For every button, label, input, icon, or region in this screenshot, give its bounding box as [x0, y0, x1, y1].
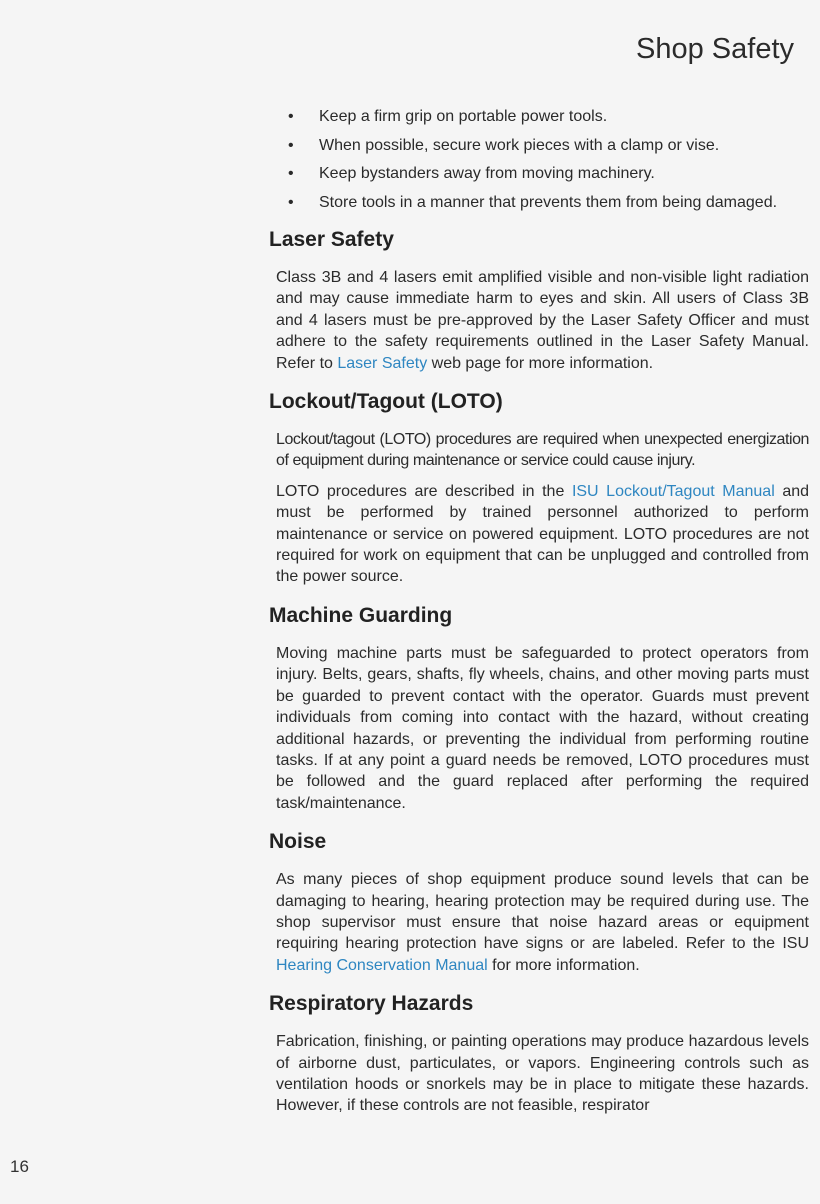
list-item: [288, 132, 814, 161]
content-sections: [269, 224, 809, 1129]
bullet-icon: •: [288, 108, 294, 125]
section-paragraph: [276, 267, 809, 374]
bullet-icon: •: [288, 165, 294, 182]
section-heading: Machine Guarding: [269, 603, 453, 627]
paragraph-text: web page for more information.: [427, 354, 654, 372]
section-heading: Respiratory Hazards: [269, 992, 474, 1016]
section-paragraph: [276, 481, 809, 588]
bullet-icon: •: [288, 193, 294, 211]
section-heading: Noise: [269, 830, 327, 854]
loto-manual-link[interactable]: ISU Lockout/Tagout Manual: [571, 482, 775, 500]
paragraph-text: LOTO procedures are described in the: [276, 482, 572, 500]
section-machine-guarding: [269, 600, 809, 814]
section-heading: Lockout/Tagout (LOTO): [269, 390, 503, 414]
list-item-text: Store tools in a manner that prevents them from being damaged.: [319, 193, 778, 211]
section-lockout-tagout: [269, 386, 809, 588]
section-laser-safety: [269, 224, 809, 374]
list-item: [288, 160, 814, 189]
section-paragraph: Fabrication, finishing, or painting operations may produce hazardous levels of airborne dust, particulates, or vapors. Engineering controls such as ventilation hoods or snorkels may be in place to mitigate these hazards. However, if these controls are not feasible, respirator: [276, 1033, 809, 1115]
paragraph-text: As many pieces of shop equipment produce sound levels that can be damaging to hearing, hearing protection may be required during use. The shop supervisor must ensure that noise hazard areas or equipment requiring hearing protection have signs or are labeled. Refer to the ISU: [276, 871, 809, 953]
paragraph-text: Class 3B and 4 lasers emit amplified visible and non-visible light radiation and may cause immediate harm to eyes and skin. All users of Class 3B and 4 lasers must be pre-approved by the Laser Safety Officer and must adhere to the safety requirements outlined in the Laser Safety Manual. Refer to: [276, 269, 809, 372]
list-item-text: When possible, secure work pieces with a clamp or vise.: [319, 136, 720, 154]
list-item-text: Keep bystanders away from moving machinery.: [319, 165, 655, 182]
list-item-text: Keep a firm grip on portable power tools.: [319, 108, 608, 125]
list-item: [288, 189, 814, 218]
section-paragraph: Lockout/tagout (LOTO) procedures are required when unexpected energization of equipment during maintenance or service could cause injury.: [276, 431, 809, 470]
list-item: [288, 103, 814, 132]
paragraph-text: for more information.: [487, 956, 640, 974]
section-respiratory-hazards: [269, 988, 809, 1117]
section-paragraph: Moving machine parts must be safeguarded to protect operators from injury. Belts, gears, shafts, fly wheels, chains, and other moving parts must be guarded to prevent contact with the operator. Guards must prevent individuals from coming into contact with the hazard, without creating additional hazards, or preventing the individual from performing routine tasks. If at any point a guard needs be removed, LOTO procedures must be followed and the guard replaced after performing the required task/maintenance.: [276, 644, 809, 812]
paragraph-text: and must be performed by trained personnel authorized to perform maintenance or service on powered equipment. LOTO procedures are not required for work on equipment that can be unplugged and controlled from the power source.: [276, 482, 810, 586]
laser-safety-link[interactable]: Laser Safety: [337, 354, 428, 372]
section-paragraph: [276, 869, 809, 976]
safety-tips-list: [288, 103, 814, 217]
page-number: 16: [10, 1157, 29, 1176]
section-noise: [269, 826, 809, 976]
bullet-icon: •: [288, 136, 294, 154]
hearing-conservation-link[interactable]: Hearing Conservation Manual: [276, 956, 488, 974]
section-heading: Laser Safety: [269, 228, 394, 251]
page-title: Shop Safety: [636, 33, 794, 65]
